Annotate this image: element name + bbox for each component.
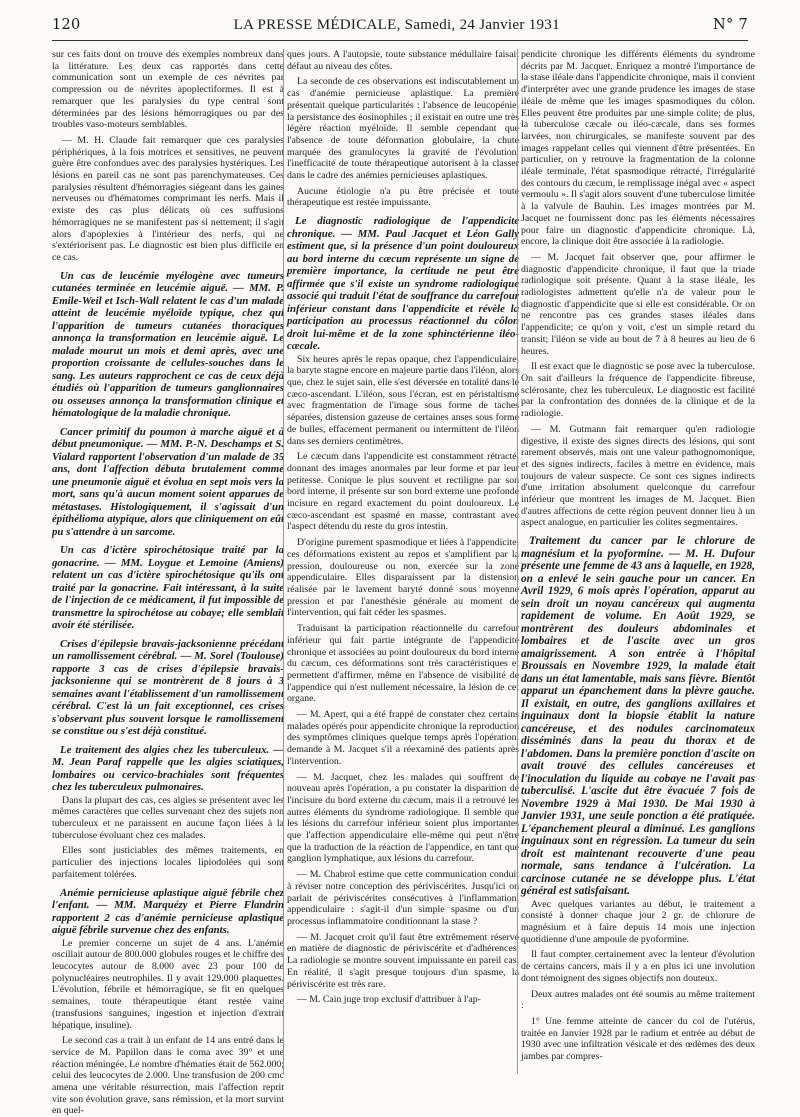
section-heading: Le diagnostic radiologique de l'appendicite chronique. — MM. Paul Jacquet et Léon Gally estiment que, si la présence d'un point douloureux au bord interne du cæcum représente un signe de première importance, la certitude ne peut être affirmée que s'il existe un syndrome radiologique associé qui traduit l'état de souffrance du carrefour inférieur constant dans l'appendicite et révèle la participation au processus réactionnel du côlon droit lui-même et de la zone sphinctérienne iléo-cæcale.: [287, 215, 519, 353]
section-heading: Un cas de leucémie myélogène avec tumeurs cutanées terminée en leucémie aiguë. — MM. P. Emile-Weil et Isch-Wall relatent le cas d'un malade atteint de leucémie myéloïde typique, chez qui l'apparition de tumeurs cutanées thoraciques annonça la transformation en leucémie aiguë. Le malade mourut un mois et demi après, avec une proportion croissante de cellules-souches dans le sang. Les auteurs rapprochent ce cas de ceux déjà étudiés où l'apparition de tumeurs ganglionnaires ou osseuses annonça la transformation clinique et hématologique de la maladie chronique.: [52, 269, 284, 420]
column-separator: [517, 49, 518, 1074]
page-header: [52, 12, 748, 38]
body-paragraph: Le premier concerne un sujet de 4 ans. L'anémie oscillait autour de 800.000 globules rouges et le chiffre des leucocytes autour de 8.000 avec 23 pour 100 de polynucléaires neutrophiles. Il y avait 129.000 plaquettes. L'évolution, fébrile et hémorragique, se fit en quelques semaines, toute thérapeutique étant restée vaine (transfusions sanguines, ingestion et injection d'extrait hépatique, insuline).: [52, 937, 284, 1031]
body-paragraph: — M. Jacquet croit qu'il faut être extrêmement réservé en matière de diagnostic de périviscérite et d'adhérences. La radiologie se montre souvent impuissante en pareil cas. En réalité, il s'agit presque toujours d'un spasme, la périviscérite est très rare.: [287, 931, 519, 990]
section-heading: Anémie pernicieuse aplastique aiguë fébrile chez l'enfant. — MM. Marquézy et Pierre Flandrin rapportent 2 cas d'anémie pernicieuse aplastique aiguë fébrile survenue chez des enfants.: [52, 886, 284, 937]
body-paragraph: — M. Chabrol estime que cette communication conduit à réviser notre conception des périviscérites. Jusqu'ici on parlait de périviscérites consécutives à l'inflammation, appendiculaire : s'agit-il d'un simple spasme ou d'un processus inflammatoire conditionnant la stase ?: [287, 869, 519, 927]
section-heading: Cancer primitif du poumon à marche aiguë et à début pneumonique. — MM. P.-N. Deschamps et S. Vialard rapportent l'observation d'un malade de 35 ans, dont l'affection débuta brutalement comme une pneumonie aiguë et évolua en sept mois vers la mort, sans qu'à aucun moment soient apparues de métastases. Histologiquement, il s'agissait d'un épithélioma atypique, alors que cliniquement on eût pu s'attendre à un sarcome.: [52, 425, 284, 538]
body-paragraph: Le second cas a trait à un enfant de 14 ans entré dans le service de M. Papillon dans le coma avec 39° et une réaction méningée. Le nombre d'hématies était de 562.000; celui des leucocytes de 2.000. Une transfusion de 200 cmc amena une véritable résurrection, mais l'affection reprit vite son évolution grave, sans rémission, et la mort survint en quel-: [52, 1035, 284, 1117]
body-paragraph: sur ces faits dont on trouve des exemples nombreux dans la littérature. Les deux cas rapportés dans cette communication sont un exemple de ces névrites par compression ou de névrites apoplectiformes. Il est à remarquer que les paralysies du type central sont déterminées par des lésions hémorragiques ou par des troubles vaso-moteurs semblables.: [52, 49, 284, 131]
body-paragraph: — M. Gutmann fait remarquer qu'en radiologie digestive, il existe des signes directs des lésions, qui sont rarement observés, mais ont une valeur pathognomonique, et des signes indirects, faciles à mettre en évidence, mais toujours de valeur suspecte. Ce sont ces signes indirects d'une irritation absolument quelconque du carrefour inférieur que montrent les images de M. Jacquet. Bien d'autres affections de cette région peuvent donner lieu à un aspect analogue, en particulier les colites segmentaires.: [521, 423, 755, 529]
issue-number: N° 7: [713, 17, 748, 33]
body-paragraph: Il faut compter certainement avec la lenteur d'évolution de certains cancers, mais il y a en plus ici une involution dont témoignent des signes objectifs non douteux.: [521, 949, 755, 984]
body-paragraph: Elles sont justiciables des mêmes traitements, en particulier des injections locales lipiodolées qui sont parfaitement tolérées.: [52, 845, 284, 880]
text-column-1: [52, 49, 284, 1117]
text-column-3: [521, 49, 755, 1076]
body-paragraph: Avec quelques variantes au début, le traitement a consisté à donner chaque jour 2 gr. de chlorure de magnésium et à faire depuis 14 mois une injection quotidienne d'une ampoule de pyoformine.: [521, 898, 755, 945]
section-heading: Traitement du cancer par le chlorure de magnésium et la pyoformine. — M. H. Dufour présente une femme de 43 ans à laquelle, en 1928, on a enlevé le sein gauche pour un cancer. En Avril 1929, 6 mois après l'opération, apparut au sein droit un noyau cancéreux qui augmenta rapidement de volume. En Août 1929, se montrèrent des douleurs abdominales et lombaires et de l'ascite avec un gros amaigrissement. A son entrée à l'hôpital Broussais en Novembre 1929, la malade était dans un état lamentable, mais sans fièvre. Bientôt apparut un épanchement dans la plèvre gauche. Il existait, en outre, des ganglions axillaires et inguinaux dont la biopsie établit la nature cancéreuse, et des nodules carcinomateux disséminés dans la peau du thorax et de l'abdomen. Dans la première ponction d'ascite on avait trouvé des cellules cancéreuses et l'inoculation du liquide au cobaye ne l'avait pas tuberculisé. L'ascite dut être évacuée 7 fois de Novembre 1929 à Mai 1930. De Mai 1930 à Janvier 1931, une seule ponction a été pratiquée. L'épanchement pleural a diminué. Les ganglions inguinaux sont en régression. La tumeur du sein droit est maintenant recouverte d'une peau normale, sans tendance à l'ulcération. La carcinose cutanée ne se développe plus. L'état général est satisfaisant.: [521, 535, 755, 898]
body-paragraph: Aucune étiologie n'a pu être précisée et toute thérapeutique est restée impuissante.: [287, 185, 519, 209]
body-paragraph: Deux autres malades ont été soumis au même traitement :: [521, 988, 755, 1012]
body-paragraph: — M. Apert, qui a été frappé de constater chez certains malades opérés pour appendicite chronique la reproduction des symptômes cliniques quelque temps après l'opération, demande à M. Jacquet s'il a réexaminé des patients après l'intervention.: [287, 709, 519, 767]
body-paragraph: 1° Une femme atteinte de cancer du col de l'utérus, traitée en Janvier 1928 par le radium et entrée au début de 1930 avec une infiltration vésicale et des œdèmes des deux jambes par compres-: [521, 1015, 755, 1063]
body-paragraph: Le cæcum dans l'appendicite est constamment rétracté, donnant des images anormales par leur forme et par leur petitesse. Conique le plus souvent et rectiligne par son bord interne, il présente sur son bord externe une profonde incisure en regard exactement du point douloureux. Le cæco-ascendant est spasmé en masse, contrastant avec l'aspect détendu du reste du gros intestin.: [287, 451, 519, 533]
body-paragraph: D'origine purement spasmodique et liées à l'appendicite, ces déformations existent au repos et s'amplifient par la pression, douloureuse ou non, exercée sur la zone appendiculaire. Elles disparaissent par la distension réalisée par le lavement baryté donné sous moyenne pression et par l'anesthésie générale au moment de l'intervention, qui fait céder les spasmes.: [287, 537, 519, 619]
section-heading: Crises d'épilepsie bravais-jacksonienne précédant un ramollissement cérébral. — M. Sorel (Toulouse) rapporte 3 cas de crises d'épilepsie bravais-jacksonienne qui se montrèrent de 8 jours à 3 semaines avant l'établissement d'un ramollissement cérébral. C'est là un fait exceptionnel, ces crises s'observant plus souvent lorsque le ramollissement se constitue ou s'est déjà constitué.: [52, 637, 284, 738]
body-paragraph: Dans la plupart des cas, ces algies se présentent avec les mêmes caractères que celles survenant chez des sujets non tuberculeux et ne paraissent en aucune façon liées à la tuberculose évoluant chez ces malades.: [52, 794, 284, 841]
body-paragraph: — M. H. Claude fait remarquer que ces paralysies périphériques, à la fois motrices et sensitives, ne peuvent guère être confondues avec des paralysies hystériques. Les lésions en pareil cas ne sont pas parenchymateuses. Ces paralysies résultent d'hémorragies siégeant dans les gaines nerveuses ou d'hématomes comprimant les nerfs. Mais il existe des cas plus délicats où ces suffusions hémorragiques ne se manifestent pas si nettement; il s'agit alors d'apoplexies à l'intérieur des nerfs, qui ne s'extériorisent pas. Le diagnostic est bien plus difficile en ce cas.: [52, 134, 284, 263]
section-heading: Le traitement des algies chez les tuberculeux. — M. Jean Paraf rappelle que les algies sciatiques, lombaires ou cervico-brachiales sont fréquentes chez les tuberculeux pulmonaires.: [52, 743, 284, 794]
body-paragraph: ques jours. A l'autopsie, toute substance médullaire faisait défaut au niveau des côtes.: [287, 49, 519, 72]
body-paragraph: La seconde de ces observations est indiscutablement un cas d'anémie pernicieuse aplastique. La première présentait quelque particularités : l'absence de leucopénie, la persistance des éosinophiles ; il existait en outre une très légère réaction myéloïde. Il semble cependant que l'absence de toute déformation globulaire, la chute marquée des granulocytes la gravité de l'évolution, l'inefficacité de toute thérapeutique autorisent à la classer dans le cadre des anémies pernicieuses aplastiques.: [287, 76, 519, 182]
section-heading: Un cas d'ictère spirochétosique traité par la gonacrine. — MM. Loygue et Lemoine (Amiens) relatent un cas d'ictère spirochétosique qu'ils ont traité par la gonacrine. Fait intéressant, à la suite de l'injection de ce médicament, il fut impossible de transmettre la spirochétose au cobaye; elle semblait avoir été stérilisée.: [52, 544, 284, 632]
column-separator: [283, 49, 284, 1074]
body-paragraph: — M. Jacquet fait observer que, pour affirmer le diagnostic d'appendicite chronique, il faut que la triade radiologique soit présente. Quant à la stase iléale, les radiologistes admettent qu'elle n'a de valeur pour le diagnostic d'appendicite que si elle est considérable. Or on ne rencontre pas ces grandes stases iléales dans l'appendicite; ce qu'on y voit, c'est un simple retard du transit; l'iléon se vide au bout de 7 à 8 heures au lieu de 6 heures.: [521, 251, 755, 357]
header-rule: [52, 40, 748, 41]
body-paragraph: — M. Cain juge trop exclusif d'attribuer à l'ap-: [297, 994, 481, 1006]
text-column-2: [287, 49, 519, 1076]
body-paragraph: Six heures après le repas opaque, chez l'appendiculaire, la baryte stagne encore en majeure partie dans l'iléon, alors que, chez le sujet sain, elle s'est déversée en totalité dans le cæco-ascendant. L'iléon, sous l'écran, est en péristaltisme avec fragmentation de l'image sous forme de taches séparées, distension gazeuse de certaines anses sous forme de bulles, effacement permanent ou intermittent de l'iléon dans ses derniers centimètres.: [287, 353, 519, 447]
body-paragraph: pendicite chronique les différents éléments du syndrome décrits par M. Jacquet. Enriquez a montré l'importance de la stase iléale dans l'appendicite chronique, mais il convient d'interpréter avec une grande prudence les images de stase iléale de même que les images spasmodiques du côlon. Elles peuvent être produites par une simple colite; de plus, la tuberculose cæcale ou iléo-cæcale, dans ses formes larvées, non chirurgicales, se manifeste souvent par des images rappelant celles qui viennent d'être présentées. En particulier, on y retrouve la fragmentation de la colonne iléale terminale, l'état spasmodique rétracté, l'irrégularité des contours du cæcum, le remplissage inégal avec « aspect vermoulu ». Il s'agit alors souvent d'une tuberculose limitée à la valvule de Bauhin. Les images montrées par M. Jacquet ne fournissent donc pas les éléments nécessaires pour faire un diagnostic d'appendicite chronique. Là, encore, la clinique doit être associée à la radiologie.: [521, 49, 755, 248]
body-paragraph: — M. Jacquet, chez les malades qui souffrent de nouveau après l'opération, a pu constater la disparition de l'incisure du bord externe du cæcum, mais il a retrouvé les autres éléments du syndrome radiologique. Il semble que les lésions du carrefour inférieur soient plus importantes que l'affection appendiculaire elle-même qui peut n'être que la traduction de la réaction de l'appendice, en tant que ganglion lymphatique, aux lésions du carrefour.: [287, 771, 519, 865]
page-number: 120: [52, 17, 81, 33]
journal-title: LA PRESSE MÉDICALE, Samedi, 24 Janvier 1931: [233, 16, 560, 33]
body-paragraph: Il est exact que le diagnostic se pose avec la tuberculose. On sait d'ailleurs la fréquence de l'appendicite fibreuse, sclérosante, chez les tuberculeux. Le diagnostic est facilité par la confrontation des données de la clinique et de la radiologie.: [521, 361, 755, 420]
body-paragraph: Traduisant la participation réactionnelle du carrefour inférieur qui fait partie intégrante de l'appendicite chronique et associées au point douloureux du bord interne du cæcum, ces déformations sont très caractéristiques et permettent d'affirmer, même en l'absence de visibilité de l'appendice qui n'est nullement nécessaire, la lésion de cet organe.: [287, 623, 519, 705]
